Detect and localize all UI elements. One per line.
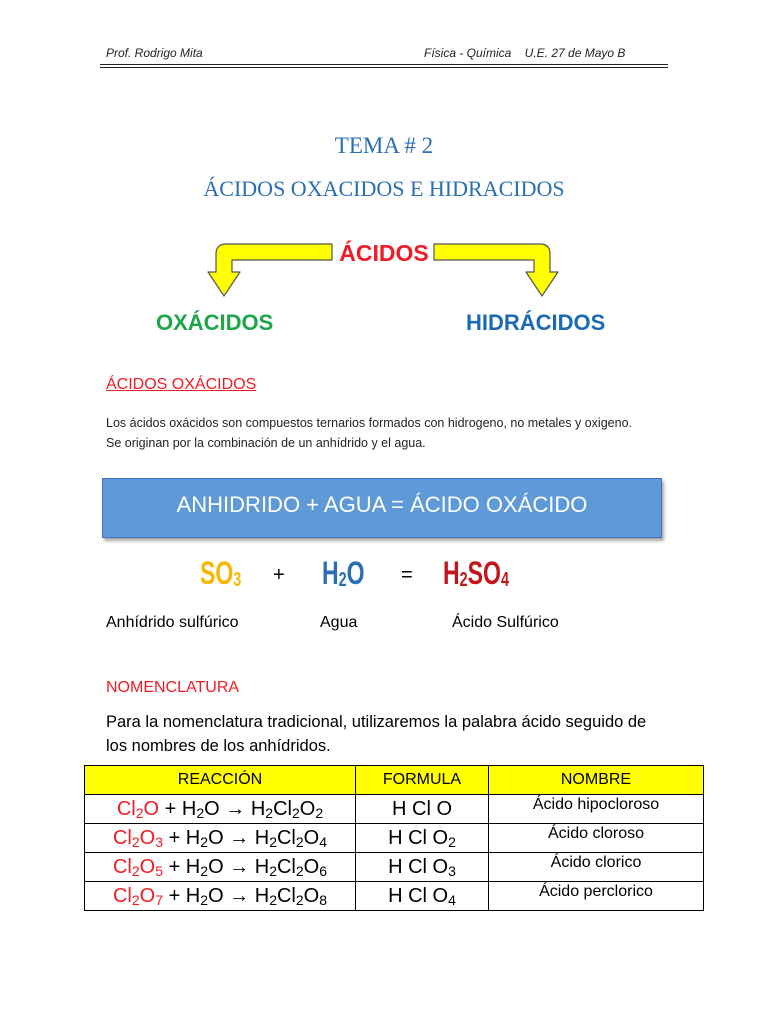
equation-term-acid: $H_2SO_4$	[443, 555, 509, 591]
right-arrow-icon	[432, 238, 562, 300]
formula-cell: H Cl $O_3$	[356, 853, 489, 882]
name-cell: Ácido perclorico	[489, 882, 704, 911]
section-heading: ÁCIDOS OXÁCIDOS	[106, 376, 257, 393]
section-paragraph: Los ácidos oxácidos son compuestos ternarios formados con hidrogeno, no metales y oxigeno. Se originan por la combinación de un anhídrido y el agua.	[106, 416, 632, 450]
nomenclature-heading: NOMENCLATURA	[106, 679, 240, 696]
diagram-left-label: OXÁCIDOS	[156, 310, 274, 335]
equation-equals: =	[401, 564, 413, 586]
diagram-root-label: ÁCIDOS	[339, 240, 429, 266]
reaction-cell: $Cl_2O_3 + H_2O \to H_2Cl_2O_4$	[85, 824, 356, 853]
reaction-cell: $Cl_2O + H_2O \to H_2Cl_2O_2$	[85, 795, 356, 824]
header-course: Física - Química U.E. 27 de Mayo B	[424, 46, 626, 60]
formula-cell: H Cl $O_2$	[356, 824, 489, 853]
reaction-table	[84, 765, 704, 911]
formula-cell: H Cl O	[356, 795, 489, 824]
header-rule	[100, 64, 668, 68]
page-title: TEMA # 2	[334, 133, 434, 158]
equation-term-water: $H_2O$	[322, 555, 365, 591]
name-cell: Ácido hipocloroso	[489, 795, 704, 824]
caption-water: Agua	[320, 614, 358, 631]
table-row	[85, 824, 704, 853]
header-name: NOMBRE	[489, 766, 704, 795]
formula-cell: H Cl $O_4$	[356, 882, 489, 911]
equation-plus: +	[273, 564, 285, 586]
name-cell: Ácido cloroso	[489, 824, 704, 853]
caption-acid: Ácido Sulfúrico	[452, 614, 559, 631]
table-header-row	[85, 766, 704, 795]
header-author: Prof. Rodrigo Mita	[106, 46, 203, 60]
table-row	[85, 853, 704, 882]
caption-anhydride: Anhídrido sulfúrico	[106, 614, 239, 631]
page-subtitle: ÁCIDOS OXACIDOS E HIDRACIDOS	[203, 176, 565, 201]
reaction-cell: $Cl_2O_7 + H_2O \to H_2Cl_2O_8$	[85, 882, 356, 911]
formula-banner: ANHIDRIDO + AGUA = ÁCIDO OXÁCIDO	[102, 478, 662, 538]
header-reaction: REACCIÓN	[85, 766, 356, 795]
reaction-cell: $Cl_2O_5 + H_2O \to H_2Cl_2O_6$	[85, 853, 356, 882]
nomenclature-paragraph: Para la nomenclatura tradicional, utilizaremos la palabra ácido seguido de los nombres de los anhídridos.	[106, 713, 647, 755]
equation-term-anhydride: $SO_3$	[200, 555, 242, 591]
name-cell: Ácido clorico	[489, 853, 704, 882]
table-row	[85, 795, 704, 824]
header-formula: FORMULA	[356, 766, 489, 795]
left-arrow-icon	[204, 238, 334, 300]
table-row	[85, 882, 704, 911]
diagram-right-label: HIDRÁCIDOS	[466, 310, 606, 335]
